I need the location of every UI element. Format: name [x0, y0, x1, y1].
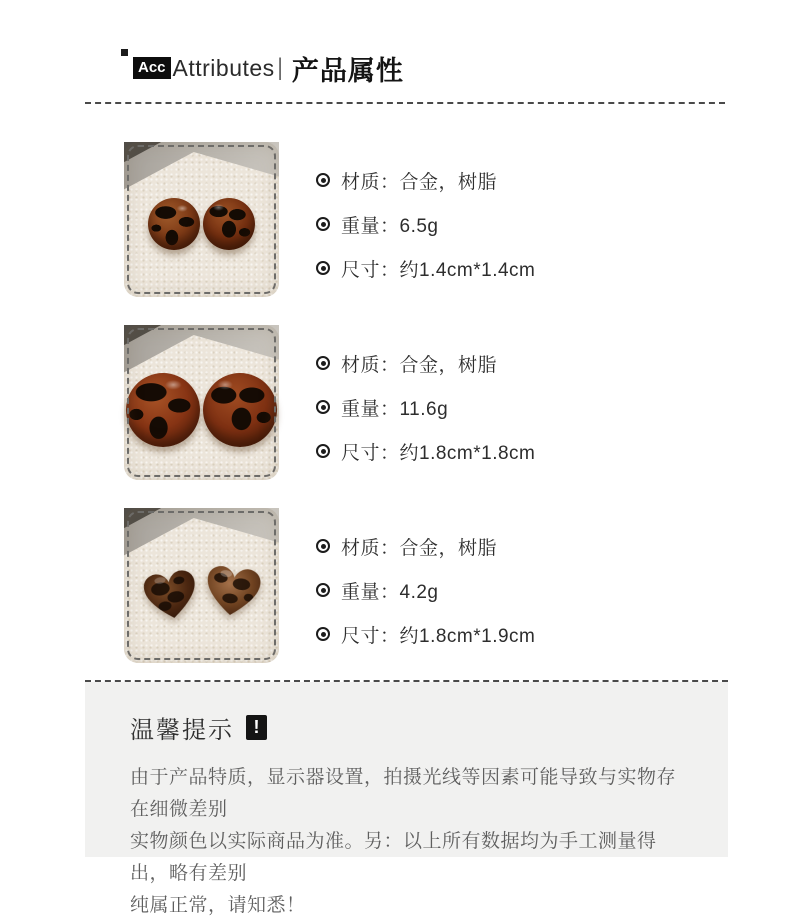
attribute-text: 重量：4.2g [341, 581, 439, 603]
attribute-row-material [316, 535, 535, 557]
product-photo-round-beads-small [124, 142, 279, 297]
bead-left [148, 198, 200, 250]
attribute-text: 材质：合金，树脂 [341, 171, 498, 193]
notice-content [85, 682, 728, 922]
brand-label: Attributes [172, 54, 275, 81]
notice-box [85, 682, 728, 916]
product-photo-heart-beads [124, 508, 279, 663]
notice-title: 温馨提示 [130, 717, 234, 744]
attribute-row-material [316, 169, 535, 191]
attribute-text: 尺寸：约1.8cm*1.9cm [341, 625, 536, 647]
product-section-1 [0, 142, 800, 298]
bead-right [203, 373, 277, 447]
circled-dot-bullet-icon [316, 400, 330, 414]
notice-line: 实物颜色以实际商品为准。另：以上所有数据均为手工测量得出，略有差别 [130, 831, 657, 884]
photo-wall-background [124, 142, 279, 198]
notice-body [130, 762, 688, 922]
circled-dot-bullet-icon [316, 583, 330, 597]
heart-pair [124, 562, 279, 618]
attribute-row-weight [316, 213, 535, 235]
circled-dot-bullet-icon [316, 627, 330, 641]
heart-right [198, 559, 266, 622]
attribute-text: 重量：11.6g [341, 398, 449, 420]
attribute-row-material [316, 352, 535, 374]
circled-dot-bullet-icon [316, 444, 330, 458]
exclamation-badge-icon: ! [246, 715, 267, 740]
attribute-row-weight [316, 396, 535, 418]
attribute-row-size [316, 623, 535, 645]
attribute-row-weight [316, 579, 535, 601]
page-title: 产品属性 [291, 55, 404, 86]
circled-dot-bullet-icon [316, 356, 330, 370]
attribute-text: 材质：合金，树脂 [341, 537, 498, 559]
attribute-list [316, 325, 535, 462]
notice-line: 纯属正常，请知悉！ [130, 895, 306, 916]
product-section-2 [0, 325, 800, 481]
product-photo-round-beads-large [124, 325, 279, 480]
photo-wall-background [124, 508, 279, 564]
attribute-text: 材质：合金，树脂 [341, 354, 498, 376]
circled-dot-bullet-icon [316, 173, 330, 187]
circled-dot-bullet-icon [316, 539, 330, 553]
heart-left [136, 563, 204, 626]
attribute-text: 尺寸：约1.8cm*1.8cm [341, 442, 536, 464]
bead-left [126, 373, 200, 447]
header [133, 52, 404, 84]
attribute-text: 尺寸：约1.4cm*1.4cm [341, 259, 536, 281]
attribute-row-size [316, 440, 535, 462]
brand-badge: Acc [133, 57, 171, 79]
bead-pair [124, 198, 279, 250]
dashed-divider-top [85, 102, 725, 104]
bead-pair [124, 373, 279, 447]
attribute-list [316, 508, 535, 645]
product-section-3 [0, 508, 800, 664]
header-separator: | [277, 54, 282, 81]
attribute-list [316, 142, 535, 279]
circled-dot-bullet-icon [316, 217, 330, 231]
notice-line: 由于产品特质，显示器设置，拍摄光线等因素可能导致与实物存在细微差别 [130, 767, 677, 820]
bead-right [203, 198, 255, 250]
attribute-text: 重量：6.5g [341, 215, 439, 237]
notice-title-row [130, 710, 688, 745]
attribute-row-size [316, 257, 535, 279]
circled-dot-bullet-icon [316, 261, 330, 275]
corner-dot-decoration [121, 49, 128, 56]
